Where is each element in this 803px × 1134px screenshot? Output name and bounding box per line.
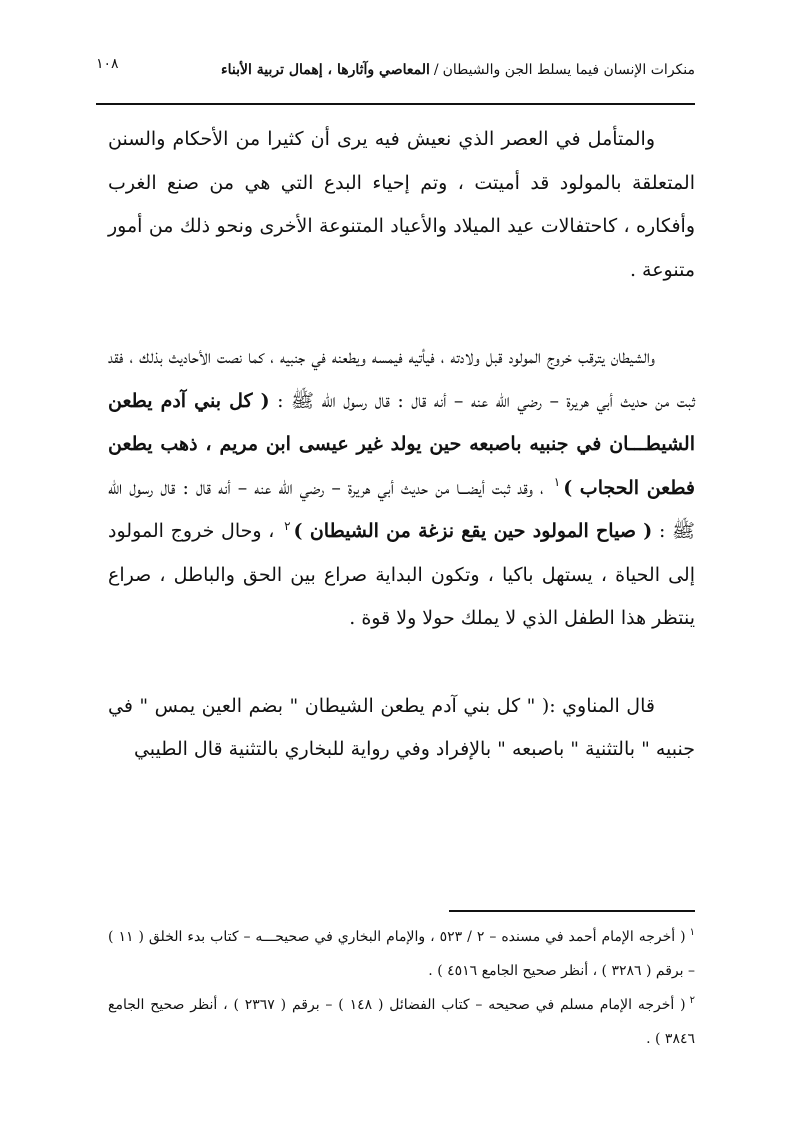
chapter-topic: المعاصي وآثارها ، إهمال تربية الأبناء <box>221 62 430 78</box>
paragraph-gap <box>108 641 695 685</box>
header-separator: / <box>433 62 439 78</box>
paragraph-text: قال المناوي :( " كل بني آدم يطعن الشيطان " بضم العين يمس " في جنبيه " بالتثنية " باصبعه " بالإفراد وفي رواية للبخاري بالتثنية قال الطيبي <box>108 694 695 760</box>
paragraph-text: والشيطان يترقب خروج المولود قبل ولادته ، فيأتيه فيمسه ويطعنه في جنبيه ، كما نصت الأحاديث بذلك ، فقد ثبت من حديث أبي هريرة – رضي الله عنه – أنه قال : قال رسول الله ﷺ : <box>108 346 695 412</box>
header-rule <box>96 103 695 105</box>
book-title: منكرات الإنسان فيما يسلط الجن والشيطان <box>442 62 695 78</box>
footnote-2 <box>108 988 695 1056</box>
footnotes <box>108 920 695 1056</box>
footnote-ref-1[interactable]: ١ <box>553 475 561 490</box>
paragraph-3 <box>108 685 695 772</box>
hadith-quote: ( كل بني آدم يطعن الشيطـــان في جنبيه باصبعه حين يولد غير عيسى ابن مريم ، ذهب يطعن فطعن الحجاب ) <box>108 389 695 499</box>
paragraph-text: والمتأمل في العصر الذي نعيش فيه يرى أن كثيرا من الأحكام والسنن المتعلقة بالمولود قد أميتت ، وتم إحياء البدع التي هي من صنع الغرب وأفكاره ، كاحتفالات عيد الميلاد والأعياد المتنوعة الأخرى ونحو ذلك من أمور متنوعة . <box>108 128 695 281</box>
footnote-separator <box>449 910 695 912</box>
footnote-text: ( أخرجه الإمام مسلم في صحيحه – كتاب الفضائل ( ١٤٨ ) – برقم ( ٢٣٦٧ ) ، أنظر صحيح الجامع ٣٨٤٦ ) . <box>108 997 695 1047</box>
footnote-text: ( أخرجه الإمام أحمد في مسنده – ٢ / ٥٢٣ ، والإمام البخاري في صحيحـــه – كتاب بدء الخلق ( ١١ ) – برقم ( ٣٢٨٦ ) ، أنظر صحيح الجامع ٤٥١٦ ) . <box>108 929 695 979</box>
hadith-quote: ( صياح المولود حين يقع نزغة من الشيطان ) <box>293 520 653 542</box>
footnote-1 <box>108 920 695 988</box>
header-title <box>96 62 695 78</box>
footnote-ref-2[interactable]: ٢ <box>284 518 291 533</box>
footnote-number: ٢ <box>689 995 695 1007</box>
body-text <box>108 118 695 772</box>
paragraph-2 <box>108 336 695 641</box>
running-header <box>96 56 695 78</box>
paragraph-text: ، وقد ثبت أيضـــا من حديث أبي هريرة – رضي الله عنه – أنه قال : قال رسول الله ﷺ : <box>108 476 696 542</box>
paragraph-1 <box>108 118 695 292</box>
footnote-number: ١ <box>689 927 695 939</box>
paragraph-gap <box>108 292 695 336</box>
paragraph-text: ، وحال خروج المولود إلى الحياة ، يستهل باكيا ، وتكون البداية صراع بين الحق والباطل ، صراع ينتظر هذا الطفل الذي لا يملك حولا ولا قوة . <box>108 520 695 629</box>
page-number: ١٠٨ <box>96 56 119 72</box>
